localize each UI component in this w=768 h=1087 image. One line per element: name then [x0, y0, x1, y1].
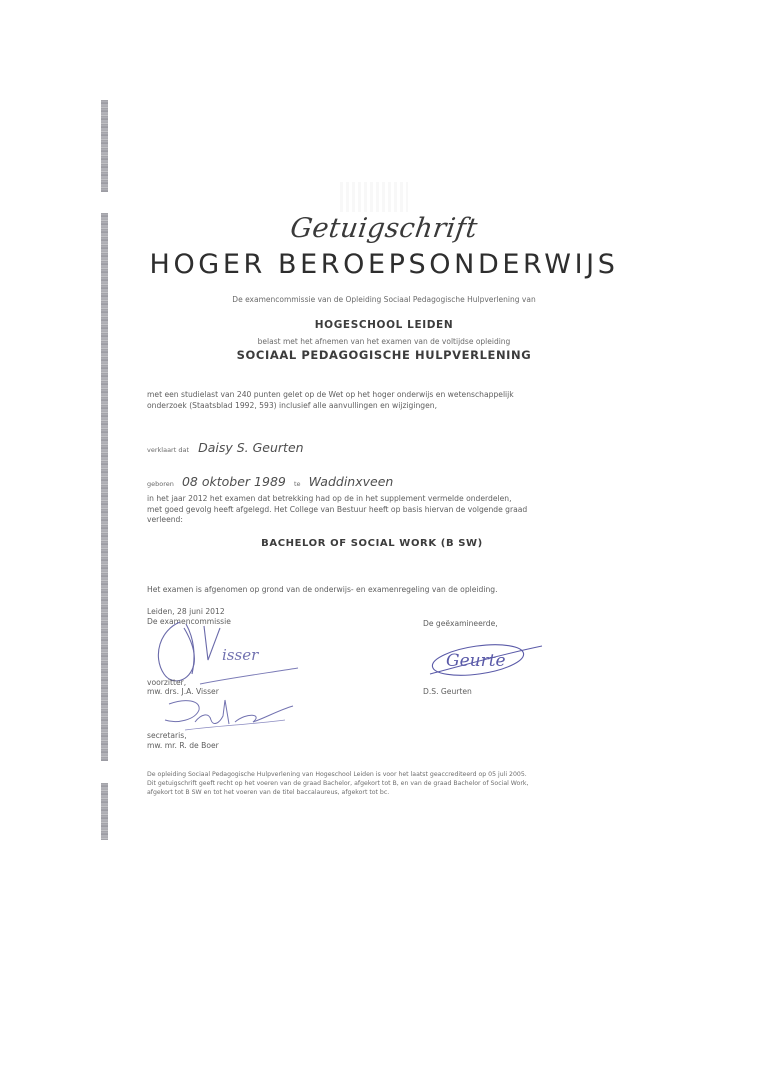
- security-strip-top: [101, 100, 108, 192]
- examinee-name: D.S. Geurten: [423, 687, 472, 696]
- program-name: SOCIAAL PEDAGOGISCHE HULPVERLENING: [236, 348, 532, 362]
- footnote-line: De opleiding Sociaal Pedagogische Hulpverlening van Hogeschool Leiden is voor het laatst geaccrediteerd op 05 juli 2005.: [147, 771, 527, 778]
- script-title: Getuigschrift: [288, 213, 480, 244]
- intro-line: De examencommissie van de Opleiding Sociaal Pedagogische Hulpverlening van: [232, 295, 536, 304]
- chair-role: voorzitter,: [147, 678, 187, 687]
- degree-title: BACHELOR OF SOCIAL WORK (B SW): [261, 538, 483, 549]
- result-line: met goed gevolg heeft afgelegd. Het College van Bestuur heeft op basis hiervan de volgende graad: [147, 504, 528, 514]
- security-strip-bottom: [101, 783, 108, 840]
- place-date: Leiden, 28 juni 2012: [147, 607, 225, 616]
- declares-row: [147, 437, 304, 456]
- faint-watermark: [340, 182, 408, 212]
- examinee-label: De geëxamineerde,: [423, 619, 498, 628]
- charged-line: belast met het afnemen van het examen van de voltijdse opleiding: [257, 337, 511, 346]
- footnote-line: Dit getuigschrift geeft recht op het voeren van de graad Bachelor, afgekort tot B, en van de graad Bachelor of Social Work,: [147, 780, 529, 787]
- secretary-signature: [155, 696, 295, 732]
- secretary-name: mw. mr. R. de Boer: [147, 741, 219, 750]
- student-name: Daisy S. Geurten: [198, 440, 304, 455]
- secretary-role: secretaris,: [147, 731, 187, 740]
- chair-name: mw. drs. J.A. Visser: [147, 687, 219, 696]
- footnote-line: afgekort tot B SW en tot het voeren van de titel baccalaureus, afgekort tot bc.: [147, 789, 390, 796]
- birth-date: 08 oktober 1989: [181, 474, 286, 489]
- svg-text:Geurte: Geurte: [446, 651, 506, 671]
- examinee-signature: [424, 638, 544, 682]
- birth-place: Waddinxveen: [308, 474, 394, 489]
- study-load-line: onderzoek (Staatsblad 1992, 593) inclusief alle aanvullingen en wijzigingen,: [147, 400, 438, 410]
- study-load-paragraph: [147, 390, 514, 411]
- declares-label: verklaart dat: [147, 446, 189, 454]
- accreditation-footnote: [147, 770, 528, 797]
- study-load-line: met een studielast van 240 punten gelet op de Wet op het hoger onderwijs en wetenschappelijk: [147, 390, 514, 399]
- committee-label: De examencommissie: [147, 617, 231, 626]
- institution-name: HOGESCHOOL LEIDEN: [314, 319, 454, 331]
- main-title: HOGER BEROEPSONDERWIJS: [149, 249, 619, 280]
- birth-row: [147, 471, 393, 490]
- result-paragraph: [147, 494, 527, 526]
- regulation-line: Het examen is afgenomen op grond van de onderwijs- en examenregeling van de opleiding.: [147, 585, 498, 594]
- svg-text:isser: isser: [222, 646, 259, 664]
- result-line: in het jaar 2012 het examen dat betrekking had op de in het supplement vermelde onderdelen,: [147, 494, 512, 503]
- born-label: geboren: [147, 480, 174, 488]
- result-line: verleend:: [147, 515, 183, 524]
- born-at-label: te: [293, 480, 301, 488]
